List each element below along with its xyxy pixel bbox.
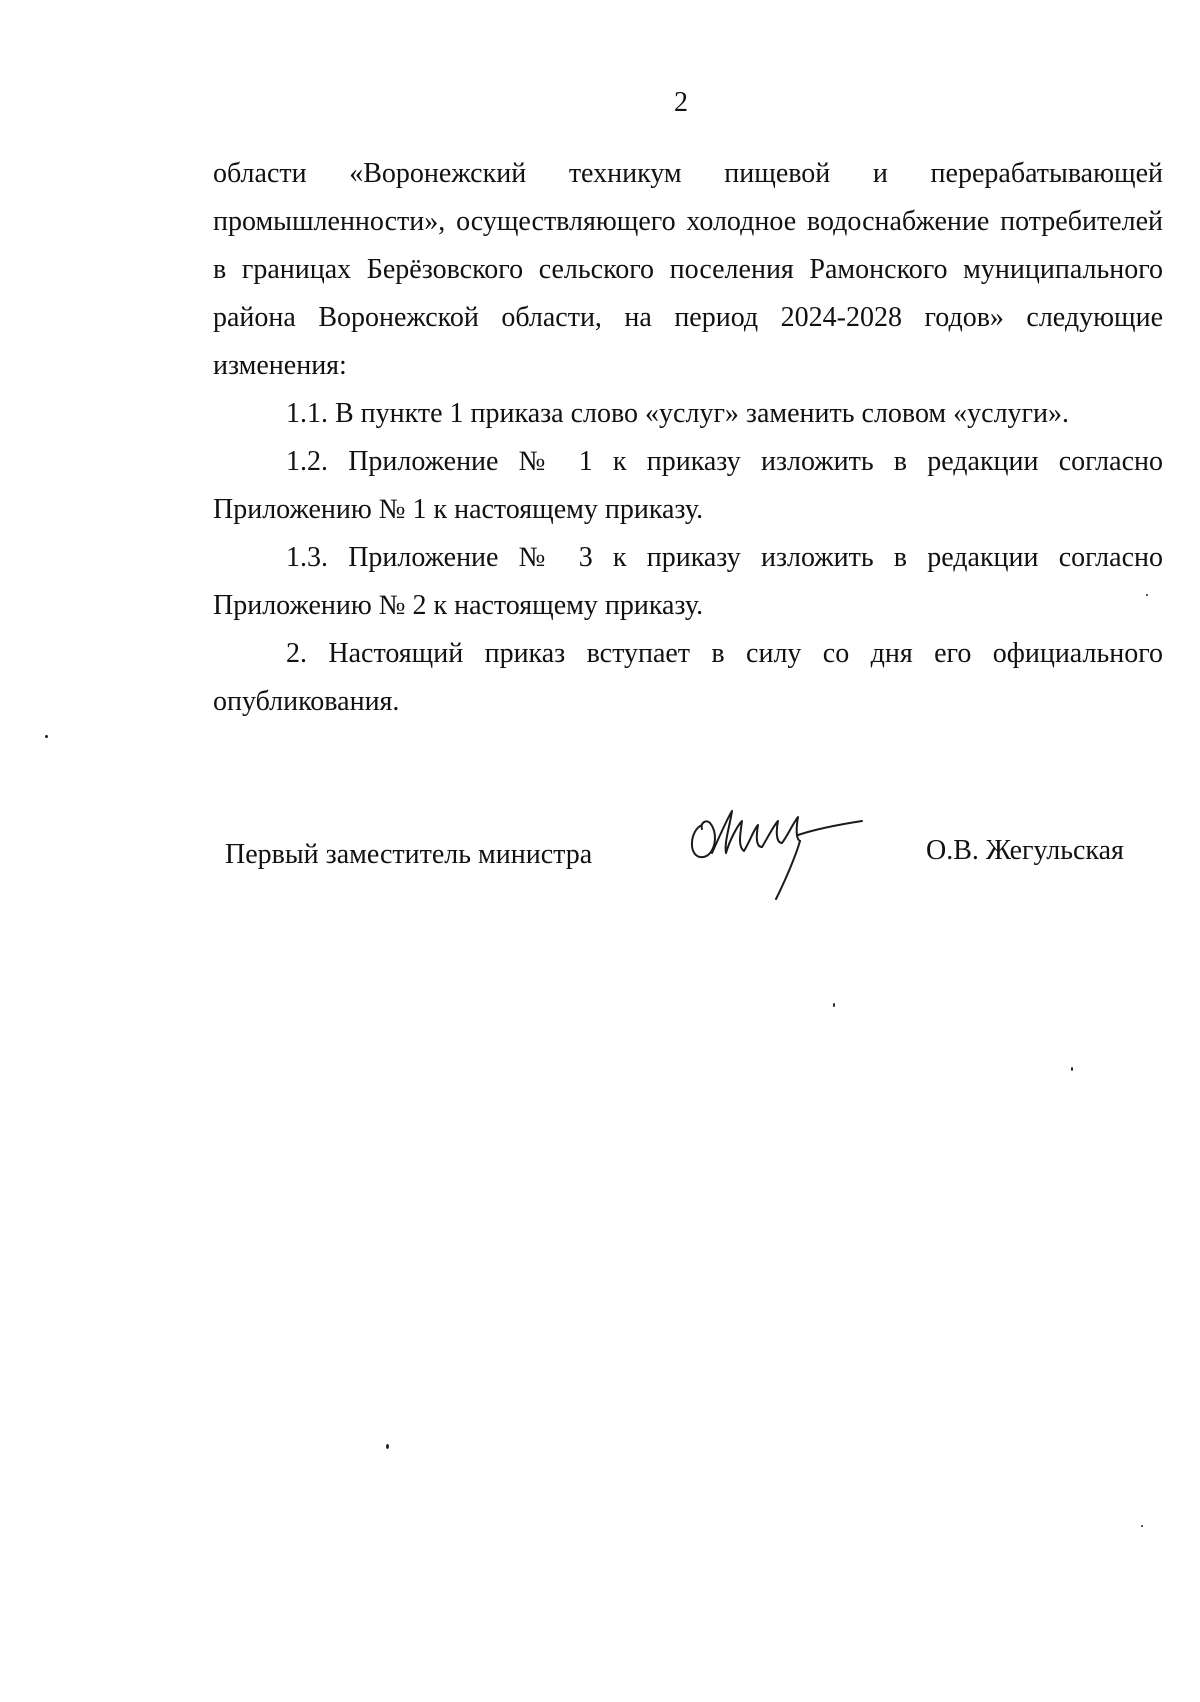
signatory-position: Первый заместитель министра: [225, 839, 593, 870]
scan-speck: [45, 735, 48, 738]
handwritten-signature: [680, 795, 880, 905]
paragraph-continuation: области «Воронежский техникум пищевой и перерабатывающей промышленности», осуществляющего холодное водоснабжение потребителей в границах Берёзовского сельского поселения Рамонского муниципального района Воронежской области, на период 2024-2028 годов» следующие изменения:: [213, 158, 1163, 381]
scan-speck: [833, 1003, 835, 1007]
signatory-name: О.В. Жегульская: [926, 835, 1124, 866]
page-number: 2: [674, 87, 688, 118]
paragraph-item-2: 2. Настоящий приказ вступает в силу со дня его официального опубликования.: [213, 638, 1163, 717]
scan-speck: [1071, 1067, 1073, 1071]
paragraph-item-1-3: 1.3. Приложение № 3 к приказу изложить в редакции согласно Приложению № 2 к настоящему приказу.: [213, 542, 1163, 621]
scan-speck: [386, 1444, 389, 1449]
paragraph-item-1-1: 1.1. В пункте 1 приказа слово «услуг» заменить словом «услуги».: [286, 398, 1070, 429]
scan-speck: [1146, 594, 1148, 596]
scan-speck: [1141, 1525, 1143, 1527]
paragraph-item-1-2: 1.2. Приложение № 1 к приказу изложить в редакции согласно Приложению № 1 к настоящему приказу.: [213, 446, 1163, 525]
